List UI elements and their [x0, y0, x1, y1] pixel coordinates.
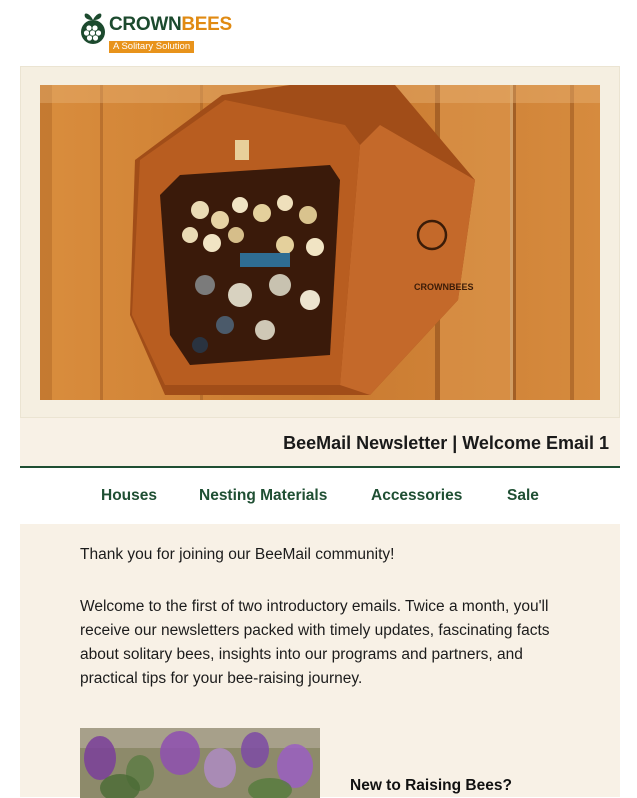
category-nav [20, 469, 620, 523]
logo-tagline: A Solitary Solution [109, 41, 194, 53]
nav-nesting-materials[interactable]: Nesting Materials [199, 487, 328, 504]
thanks-text: Thank you for joining our BeeMail community! [80, 546, 395, 563]
nav-accessories[interactable]: Accessories [371, 487, 463, 504]
hero-bee-house-image[interactable] [40, 85, 600, 400]
logo-word-bees: BEES [181, 14, 232, 35]
newsletter-title-band [20, 418, 620, 468]
nav-houses[interactable]: Houses [101, 487, 157, 504]
house-brand-text: CROWNBEES [414, 282, 474, 292]
crownbees-logo[interactable] [80, 10, 232, 50]
logo-wordmark [109, 14, 232, 36]
new-to-raising-bees-heading: New to Raising Bees? [350, 777, 512, 794]
email-body [20, 524, 620, 797]
bee-honeycomb-icon [80, 10, 106, 46]
newsletter-title: BeeMail Newsletter | Welcome Email 1 [283, 433, 609, 453]
logo-word-crown: CROWN [109, 14, 182, 35]
nav-sale[interactable]: Sale [507, 487, 539, 504]
welcome-paragraph: Welcome to the first of two introductory emails. Twice a month, you'll receive our newsletters packed with timely updates, fascinating facts about solitary bees, insights into our programs and partners, and practical tips for your bee-raising journey. [80, 598, 550, 687]
flower-image [80, 728, 320, 798]
